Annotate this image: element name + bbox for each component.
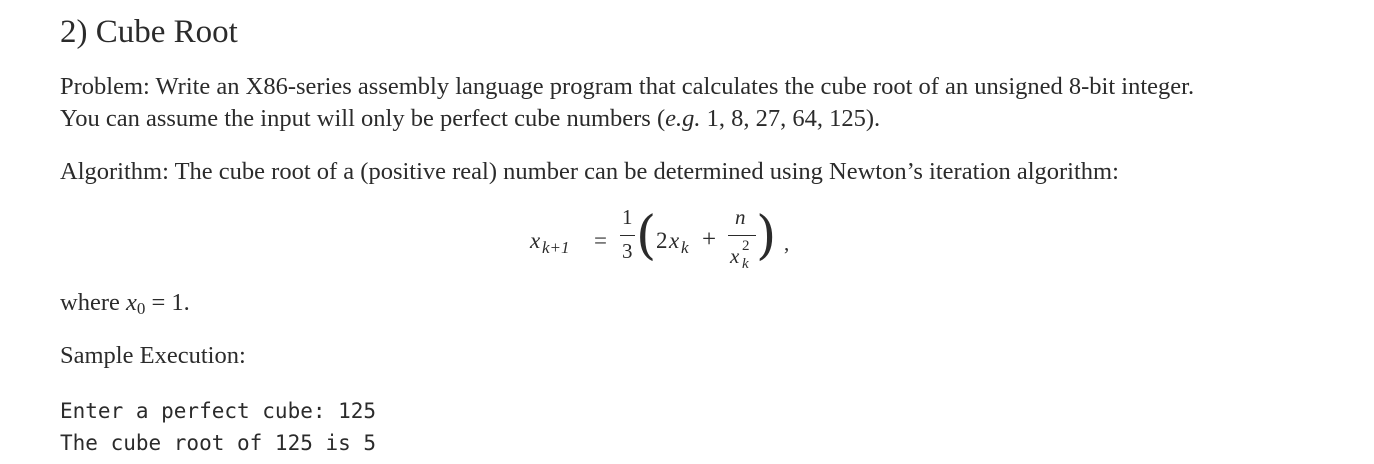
fraction-one-third-bar: [620, 235, 635, 236]
fraction-n-bar: [728, 235, 756, 236]
problem-statement: [60, 71, 1194, 135]
problem-line-2: [60, 103, 1194, 135]
newton-iteration-equation: [530, 206, 800, 272]
term-sub: k: [681, 238, 689, 257]
problem-line-2-eg: e.g.: [665, 105, 701, 132]
initial-condition: [60, 287, 190, 325]
fraction-n-num: n: [735, 205, 746, 229]
open-paren: (: [636, 206, 657, 266]
equation-lhs-var: x: [530, 228, 541, 253]
execution-output-line-2: The cube root of 125 is 5: [60, 431, 377, 455]
equation-equals: =: [594, 228, 607, 253]
equation-trailing-comma: ,: [784, 231, 790, 255]
fraction-one-third-num: 1: [622, 205, 633, 229]
fraction-n-den-var: x: [730, 244, 740, 268]
fraction-one-third-den: 3: [622, 239, 633, 263]
problem-line-2-end: 1, 8, 27, 64, 125).: [700, 105, 881, 132]
close-paren: ): [756, 206, 777, 266]
equation-plus: +: [702, 226, 717, 253]
execution-output-line-1: Enter a perfect cube: 125: [60, 399, 377, 423]
where-var: x: [125, 289, 137, 316]
problem-line-2-start: You can assume the input will only be perfect cube numbers (: [60, 105, 666, 132]
where-sub: 0: [136, 299, 146, 318]
section-heading: 2) Cube Root: [60, 14, 238, 50]
problem-line-1: Problem: Write an X86-series assembly language program that calculates the cube root of an unsigned 8-bit integer.: [60, 73, 1195, 100]
algorithm-statement: Algorithm: The cube root of a (positive real) number can be determined using Newton’s iteration algorithm:: [60, 158, 1119, 185]
term-var: x: [669, 228, 680, 253]
term-coefficient: 2: [656, 228, 668, 253]
sample-execution-heading: Sample Execution:: [60, 342, 246, 369]
equation-lhs-sub: k+1: [542, 238, 570, 257]
where-rest: = 1.: [145, 289, 190, 316]
where-label: where: [60, 289, 126, 316]
fraction-n-den-sup: 2: [742, 238, 750, 254]
fraction-n-den-sub: k: [742, 256, 749, 272]
